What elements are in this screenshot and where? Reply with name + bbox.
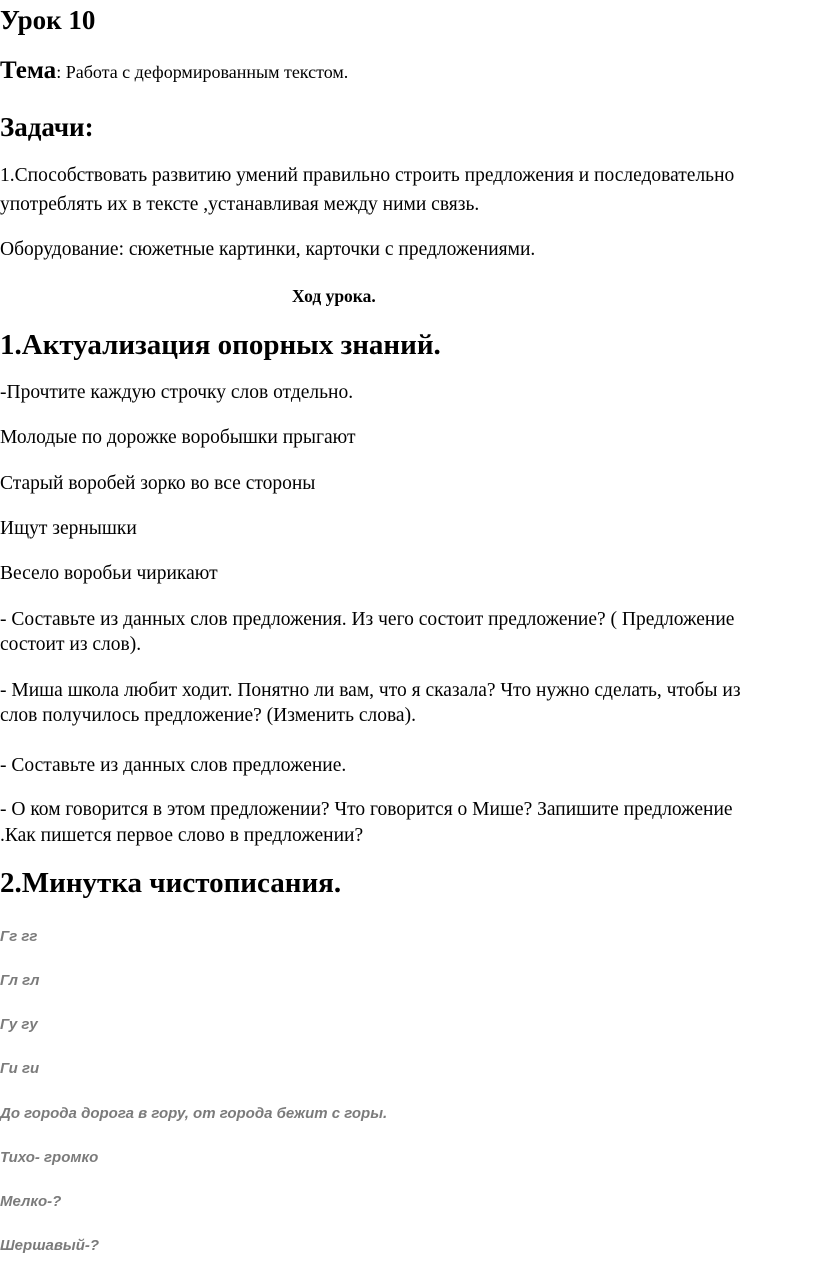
lesson-course-heading: Ход урока. [292, 286, 376, 306]
task-line: 1.Способствовать развитию умений правильно строить предложения и последовательно [0, 165, 735, 186]
topic-line [0, 58, 348, 84]
section1-heading: 1.Актуализация опорных знаний. [0, 329, 441, 361]
section2-heading: 2.Минутка чистописания. [0, 867, 342, 899]
paragraph-line: Ищут зернышки [0, 518, 137, 539]
paragraph-line: Старый воробей зорко во все стороны [0, 473, 316, 494]
equipment: Оборудование: сюжетные картинки, карточки с предложениями. [0, 239, 536, 260]
calligraphy-line: Гу гу [0, 1016, 38, 1033]
paragraph-line: состоит из слов). [0, 634, 142, 655]
paragraph-line: - Составьте из данных слов предложения. Из чего состоит предложение? ( Предложение [0, 609, 735, 630]
paragraph-line: слов получилось предложение? (Изменить слова). [0, 705, 416, 726]
calligraphy-line: Тихо- громко [0, 1149, 99, 1166]
calligraphy-line: Ги ги [0, 1060, 40, 1077]
topic-label: Тема [0, 57, 57, 84]
calligraphy-line: Гл гл [0, 972, 40, 989]
paragraph-line: -Прочтите каждую строчку слов отдельно. [0, 382, 354, 403]
paragraph-line: Весело воробьи чирикают [0, 563, 218, 584]
task-line: употреблять их в тексте ,устанавливая между ними связь. [0, 194, 480, 215]
topic-text: : Работа с деформированным текстом. [56, 62, 349, 82]
paragraph-line: - Миша школа любит ходит. Понятно ли вам, что я сказала? Что нужно сделать, чтобы из [0, 680, 741, 701]
paragraph-line: - О ком говорится в этом предложении? Что говорится о Мише? Запишите предложение [0, 799, 733, 820]
calligraphy-line: Шершавый-? [0, 1237, 100, 1254]
calligraphy-line: До города дорога в гору, от города бежит с горы. [0, 1105, 388, 1122]
paragraph-line: - Составьте из данных слов предложение. [0, 755, 347, 776]
paragraph-line: .Как пишется первое слово в предложении? [0, 825, 364, 846]
paragraph-line: Молодые по дорожке воробышки прыгают [0, 427, 356, 448]
calligraphy-line: Мелко-? [0, 1193, 62, 1210]
calligraphy-line: Гг гг [0, 928, 38, 945]
tasks-heading: Задачи: [0, 112, 94, 142]
lesson-title: Урок 10 [0, 5, 96, 35]
